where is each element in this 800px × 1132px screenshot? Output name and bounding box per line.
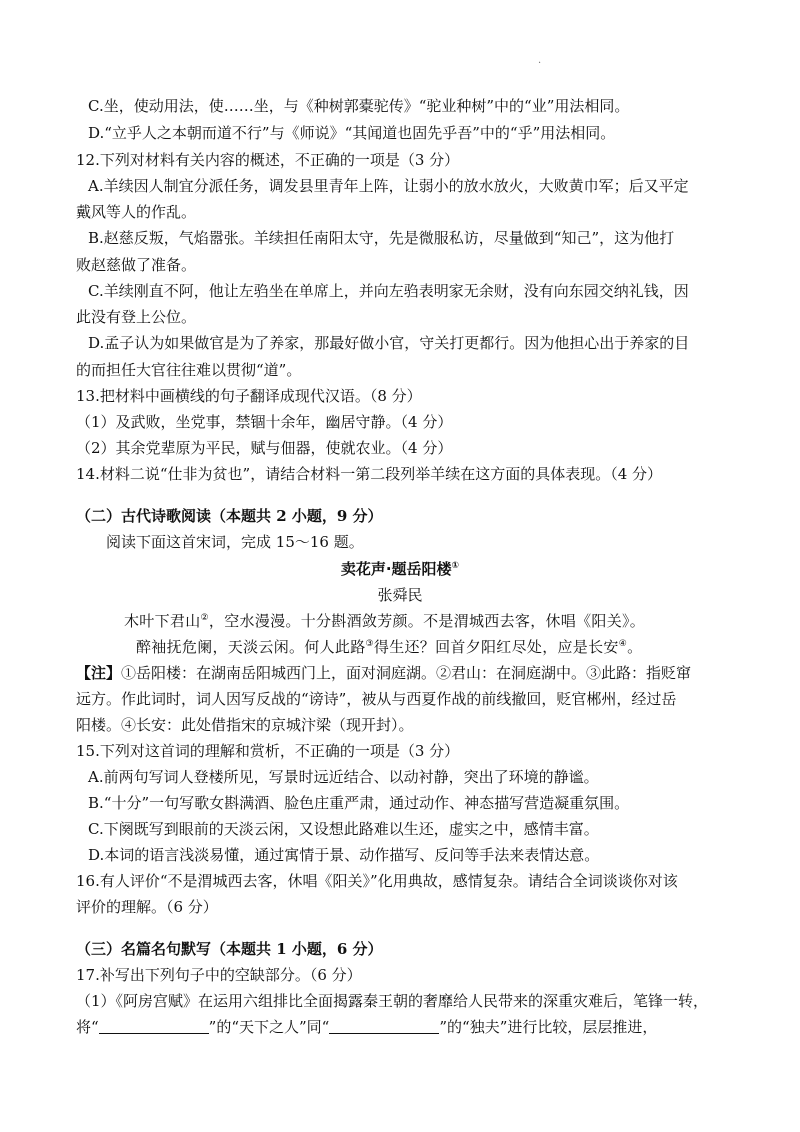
q13-sentence-1: （1）及武败，坐党事，禁锢十余年，幽居守静。（4 分） <box>76 413 453 431</box>
poem-title-text: 卖花声·题岳阳楼 <box>340 560 452 578</box>
q13-stem: 13.把材料中画横线的句子翻译成现代汉语。（8 分） <box>76 387 422 405</box>
poem-notes-1 <box>76 663 691 683</box>
scan-mark: · <box>538 58 542 69</box>
notes-text-1: ①岳阳楼：在湖南岳阳城西门上，面对洞庭湖。②君山：在洞庭湖中。③此路：指贬窜 <box>121 664 692 682</box>
notes-label: 【注】 <box>76 664 122 682</box>
section2-heading: （二）古代诗歌阅读（本题共 2 小题，9 分） <box>76 507 383 525</box>
poem-title <box>0 559 800 579</box>
q15-option-d: D.本词的语言浅淡易懂，通过寓情于景、动作描写、反问等手法来表情达意。 <box>88 846 600 864</box>
poem-notes-2: 远方。作此词时，词人因写反战的“谤诗”，被从与西夏作战的前线撤回，贬官郴州，经过岳 <box>76 690 677 708</box>
q16-stem-cont: 评价的理解。（6 分） <box>76 898 218 916</box>
q12-option-b-cont: 败赵慈做了准备。 <box>76 256 197 274</box>
poem-line-2b: 得生还？回首夕阳红尽处，应是长安 <box>373 638 619 656</box>
poem-notes-3: 阳楼。④长安：此处借指宋的京城汴梁（现开封）。 <box>76 716 414 734</box>
q12-stem: 12.下列对材料有关内容的概述，不正确的一项是（3 分） <box>76 151 460 169</box>
section2-instruction: 阅读下面这首宋词，完成 15～16 题。 <box>106 533 364 551</box>
q17-item-1-cont <box>76 1017 657 1037</box>
q17-item-1: （1）《阿房宫赋》在运用六组排比全面揭露秦王朝的奢靡给人民带来的深重灾难后，笔锋一转， <box>76 992 709 1010</box>
q15-stem: 15.下列对这首词的理解和赏析，不正确的一项是（3 分） <box>76 742 460 760</box>
q11-option-d: D.“立乎人之本朝而道不行”与《师说》“其闻道也固先乎吾”中的“乎”用法相同。 <box>88 124 616 142</box>
q17-text-a: 将“ <box>76 1018 99 1036</box>
poem-line-2c: 。 <box>627 638 643 656</box>
q17-text-c: ”的“独夫”进行比较，层层推进， <box>439 1018 658 1036</box>
section3-heading: （三）名篇名句默写（本题共 1 小题，6 分） <box>76 940 383 958</box>
q17-stem: 17.补写出下列句子中的空缺部分。（6 分） <box>76 966 362 984</box>
q12-option-c-cont: 此没有登上公位。 <box>76 308 197 326</box>
poem-line-2a: 醉袖抚危阑，天淡云闲。何人此路 <box>136 638 366 656</box>
poem-title-note: ① <box>451 561 460 571</box>
q12-option-a: A.羊续因人制宜分派任务，调发县里青年上阵，让弱小的放水放火，大败黄巾军；后又平定 <box>88 177 689 195</box>
poem-note-4: ④ <box>618 639 628 649</box>
poem-line-2 <box>136 637 642 657</box>
poem-note-3: ③ <box>365 639 374 649</box>
q15-option-a: A.前两句写词人登楼所见，写景时远近结合、以动衬静，突出了环境的静谧。 <box>88 768 599 786</box>
q16-stem: 16.有人评价“不是渭城西去客，休唱《阳关》”化用典故，感情复杂。请结合全词谈谈你对该 <box>76 872 678 890</box>
q12-option-d: D.孟子认为如果做官是为了养家，那最好做小官，守关打更都行。因为他担心出于养家的目 <box>88 334 690 352</box>
q15-option-b: B.“十分”一句写歌女斟满酒、脸色庄重严肃，通过动作、神态描写营造凝重氛围。 <box>88 794 630 812</box>
poem-author: 张舜民 <box>377 586 423 604</box>
q17-blank-1[interactable] <box>99 1019 209 1034</box>
q12-option-a-cont: 戴风等人的作乱。 <box>76 203 197 221</box>
q12-option-b: B.赵慈反叛，气焰嚣张。羊续担任南阳太守，先是微服私访，尽量做到“知己”，这为他打 <box>88 229 675 247</box>
q14-stem: 14.材料二说“仕非为贫也”，请结合材料一第二段列举羊续在这方面的具体表现。（4 分） <box>76 465 663 483</box>
poem-line-1b: ，空水漫漫。十分斟酒敛芳颜。不是渭城西去客，休唱《阳关》。 <box>208 612 646 630</box>
q13-sentence-2: （2）其余党辈原为平民，赋与佃器，使就农业。（4 分） <box>76 439 453 457</box>
poem-note-2: ② <box>200 613 209 623</box>
q12-option-c: C.羊续刚直不阿，他让左驺坐在单席上，并向左驺表明家无余财，没有向东园交纳礼钱，因 <box>88 282 689 300</box>
q15-option-c: C.下阕既写到眼前的天淡云闲，又设想此路难以生还，虚实之中，感情丰富。 <box>88 820 599 838</box>
poem-line-1 <box>124 611 645 631</box>
q12-option-d-cont: 的而担任大官往往难以贯彻“道”。 <box>76 361 302 379</box>
q11-option-c: C.坐，使动用法，使……坐，与《种树郭橐驼传》“驼业种树”中的“业”用法相同。 <box>88 97 630 115</box>
q17-blank-2[interactable] <box>329 1019 439 1034</box>
q17-text-b: ”的“天下之人”同“ <box>208 1018 330 1036</box>
poem-line-1a: 木叶下君山 <box>124 612 201 630</box>
